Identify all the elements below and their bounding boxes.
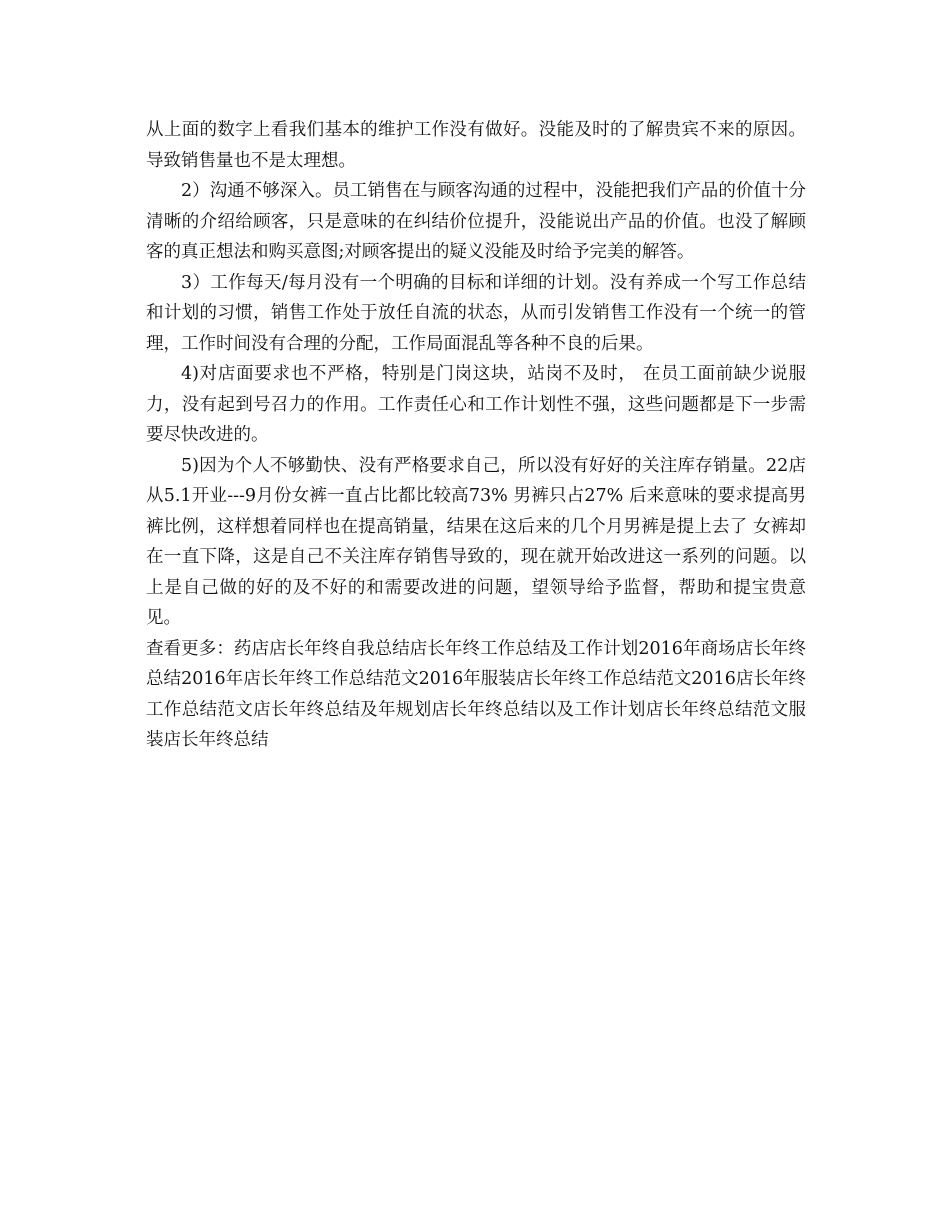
paragraph-planning: 3）工作每天/每月没有一个明确的目标和详细的计划。没有养成一个写工作总结和计划的习惯，销售工作处于放任自流的状态，从而引发销售工作没有一个统一的管理，工作时间没有合理的分配，工作局面混乱等各种不良的后果。	[146, 272, 806, 354]
see-more-links[interactable]: 查看更多：药店店长年终自我总结店长年终工作总结及工作计划2016年商场店长年终总结2016年店长年终工作总结范文2016年服装店长年终工作总结范文2016店长年终工作总结范文店长年终总结及年规划店长年终总结以及工作计划店长年终总结范文服装店长年终总结	[146, 638, 806, 750]
document-body	[146, 115, 806, 756]
paragraph-intro: 从上面的数字上看我们基本的维护工作没有做好。没能及时的了解贵宾不来的原因。导致销售量也不是太理想。	[146, 120, 806, 171]
paragraph-inventory: 5)因为个人不够勤快、没有严格要求自己，所以没有好好的关注库存销量。22店从5.1开业---9月份女裤一直占比都比较高73% 男裤只占27% 后来意味的要求提高男裤比例，这样想着同样也在提高销量，结果在这后来的几个月男裤是提上去了 女裤却在一直下降，这是自己不关注库存销售导致的，现在就开始改进这一系列的问题。以上是自己做的好的及不好的和需要改进的问题，望领导给予监督，帮助和提宝贵意见。	[146, 455, 806, 628]
paragraph-communication: 2）沟通不够深入。员工销售在与顾客沟通的过程中，没能把我们产品的价值十分清晰的介绍给顾客，只是意味的在纠结价位提升，没能说出产品的价值。也没了解顾客的真正想法和购买意图;对顾客提出的疑义没能及时给予完美的解答。	[146, 181, 806, 262]
paragraph-store-requirements: 4)对店面要求也不严格，特别是门岗这块，站岗不及时， 在员工面前缺少说服力，没有起到号召力的作用。工作责任心和工作计划性不强，这些问题都是下一步需要尽快改进的。	[146, 364, 806, 445]
